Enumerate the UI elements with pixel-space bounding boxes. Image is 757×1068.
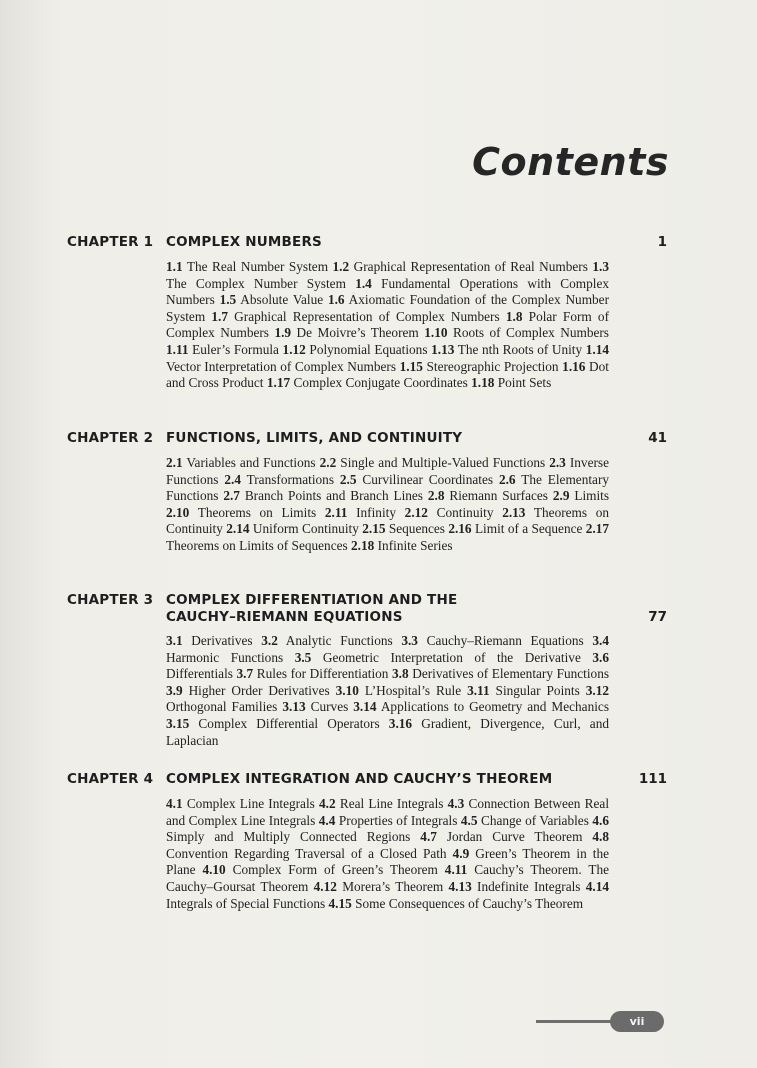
section-title: Variables and Functions (186, 455, 316, 470)
chapter-title: COMPLEX INTEGRATION AND CAUCHY’S THEOREM (166, 771, 553, 787)
section-entry (224, 472, 334, 487)
section-entry (553, 488, 609, 503)
section-number: 2.3 (549, 455, 566, 470)
section-title: Change of Variables (480, 812, 589, 828)
section-title: Continuity (436, 504, 494, 520)
section-title: Convention Regarding Traversal of a Closed Path (166, 845, 447, 861)
section-entry (166, 505, 316, 520)
section-entry (428, 488, 548, 503)
section-entry (467, 683, 580, 698)
section-entry (166, 259, 328, 274)
section-number: 1.7 (211, 308, 228, 324)
section-number: 2.12 (404, 504, 428, 520)
section-number: 2.9 (552, 488, 570, 504)
section-entry (166, 455, 316, 470)
section-number: 2.10 (166, 504, 190, 520)
section-number: 1.13 (431, 341, 455, 357)
section-number: 1.17 (266, 375, 291, 391)
section-number: 4.10 (202, 862, 226, 878)
section-entry (461, 813, 589, 828)
chapter-title: COMPLEX DIFFERENTIATION AND THE CAUCHY–RIEMANN EQUATIONS (166, 592, 458, 625)
section-entry (424, 325, 609, 340)
section-number: 3.14 (353, 699, 377, 715)
section-number: 4.9 (452, 845, 470, 861)
section-number: 1.10 (424, 325, 448, 341)
section-title: Real Line Integrals (339, 796, 444, 811)
chapter-label: CHAPTER 4 (67, 771, 154, 787)
section-number: 2.8 (427, 488, 445, 504)
section-entry (237, 666, 389, 681)
chapter-label: CHAPTER 3 (67, 592, 154, 608)
section-title: Indefinite Integrals (477, 878, 581, 894)
section-entry (448, 879, 580, 894)
section-entry (226, 521, 359, 536)
section-entry (166, 342, 279, 357)
section-entry (166, 683, 330, 698)
section-number: 3.11 (467, 682, 490, 698)
section-title: Cauchy–Riemann Equations (426, 633, 584, 648)
section-title: Polynomial Equations (309, 341, 428, 357)
chapter-title: FUNCTIONS, LIMITS, AND CONTINUITY (166, 430, 463, 446)
section-title: Euler’s Formula (192, 341, 279, 357)
section-number: 3.10 (335, 682, 359, 698)
section-entry (333, 259, 588, 274)
section-title: Dot and Cross Product (166, 358, 609, 391)
section-entry (471, 375, 551, 390)
section-title: Limits (574, 488, 610, 504)
section-number: 3.1 (166, 633, 183, 648)
section-number: 2.7 (223, 488, 240, 504)
section-title: Complex Differential Operators (198, 715, 380, 731)
section-entry (351, 538, 453, 553)
section-number: 1.1 (166, 259, 183, 274)
section-number: 2.4 (224, 471, 241, 487)
section-number: 4.12 (313, 878, 337, 894)
section-entry (319, 796, 443, 811)
section-entry (362, 521, 445, 536)
page-title: Contents (472, 140, 669, 184)
section-number: 3.5 (294, 649, 312, 665)
section-number: 1.12 (282, 341, 306, 357)
section-list (166, 796, 609, 912)
section-entry (400, 359, 559, 374)
chapter-page-number: 1 (657, 234, 667, 250)
footer-rule (536, 1020, 616, 1023)
section-entry (431, 342, 582, 357)
section-number: 4.11 (444, 862, 468, 878)
section-title: Infinite Series (377, 537, 453, 553)
section-number: 3.15 (166, 715, 190, 731)
section-title: The Elementary Functions (166, 471, 610, 504)
section-title: Inverse Functions (166, 455, 609, 487)
section-title: Absolute Value (240, 292, 324, 308)
section-title: Branch Points and Branch Lines (244, 488, 423, 504)
section-number: 1.6 (327, 292, 345, 308)
section-title: Gradient, Divergence, Curl, and Laplacian (166, 715, 609, 748)
section-title: Curvilinear Coordinates (362, 471, 494, 487)
section-number: 2.11 (324, 504, 348, 520)
section-number: 4.4 (318, 812, 336, 828)
section-title: The nth Roots of Unity (457, 341, 583, 357)
section-title: Polar Form of Complex Numbers (166, 308, 609, 341)
section-number: 4.15 (328, 895, 352, 911)
section-title: Theorems on Limits (197, 504, 317, 520)
section-number: 4.5 (460, 812, 478, 828)
section-title: Graphical Representation of Real Numbers (353, 259, 588, 274)
section-entry (420, 829, 582, 844)
section-number: 1.11 (166, 341, 189, 357)
section-number: 1.4 (355, 275, 372, 291)
section-title: Limit of a Sequence (474, 521, 583, 537)
section-entry (166, 796, 315, 811)
section-title: The Real Number System (186, 259, 329, 274)
section-entry (320, 455, 546, 470)
section-title: Derivatives of Elementary Functions (412, 666, 610, 682)
section-title: Stereographic Projection (426, 358, 559, 374)
section-number: 4.7 (420, 829, 437, 845)
section-title: Complex Form of Green’s Theorem (232, 862, 438, 878)
section-title: Geometric Interpretation of the Derivative (322, 649, 581, 665)
section-list (166, 633, 609, 749)
section-title: Green’s Theorem in the Plane (166, 845, 610, 878)
section-title: Graphical Representation of Complex Numbers (234, 308, 500, 324)
section-title: Fundamental Operations with Complex Numbers (166, 275, 610, 308)
chapter-title: COMPLEX NUMBERS (166, 234, 322, 250)
section-number: 1.15 (399, 358, 423, 374)
section-title: Uniform Continuity (252, 521, 359, 537)
section-title: Axiomatic Foundation of the Complex Number System (166, 292, 610, 324)
section-title: Properties of Integrals (338, 812, 458, 828)
section-entry (261, 633, 392, 648)
section-entry (319, 813, 458, 828)
section-title: Point Sets (497, 375, 552, 391)
section-number: 2.15 (362, 521, 386, 537)
section-entry (353, 699, 609, 714)
section-number: 2.14 (226, 521, 250, 537)
page-folio: vii (610, 1011, 664, 1032)
section-list (166, 259, 609, 392)
section-entry (166, 716, 380, 731)
section-number: 2.6 (498, 471, 516, 487)
section-title: Theorems on Limits of Sequences (166, 537, 348, 553)
chapter-label: CHAPTER 2 (67, 430, 154, 446)
section-title: Connection Between Real and Complex Line Integrals (166, 796, 610, 828)
section-list (166, 455, 609, 555)
section-title: Orthogonal Families (166, 699, 278, 715)
section-title: Applications to Geometry and Mechanics (380, 699, 610, 715)
section-title: Sequences (388, 521, 445, 537)
section-title: Derivatives (191, 633, 253, 648)
section-title: Transformations (246, 471, 335, 487)
chapter-page-number: 111 (638, 771, 667, 787)
section-title: Morera’s Theorem (342, 878, 444, 894)
section-number: 4.8 (592, 829, 609, 845)
section-number: 3.6 (592, 649, 610, 665)
section-number: 1.2 (332, 259, 350, 274)
section-number: 2.1 (166, 455, 183, 470)
section-title: Harmonic Functions (166, 649, 284, 665)
section-number: 1.14 (585, 341, 610, 357)
section-number: 1.3 (592, 259, 610, 274)
section-number: 3.9 (166, 682, 183, 698)
section-number: 1.5 (219, 292, 237, 308)
section-number: 3.8 (392, 666, 409, 682)
section-number: 4.14 (585, 878, 610, 894)
section-number: 3.2 (261, 633, 278, 648)
section-entry (314, 879, 444, 894)
section-number: 4.2 (319, 796, 336, 811)
section-number: 4.3 (447, 796, 465, 811)
section-number: 1.8 (505, 308, 523, 324)
section-title: Single and Multiple-Valued Functions (340, 455, 546, 470)
section-title: Differentials (166, 666, 233, 682)
section-number: 2.5 (339, 471, 357, 487)
section-title: Roots of Complex Numbers (452, 325, 609, 341)
section-title: Theorems on Continuity (166, 504, 610, 537)
section-number: 3.4 (592, 633, 609, 648)
section-entry (340, 472, 493, 487)
section-number: 4.13 (448, 878, 472, 894)
section-entry (267, 375, 468, 390)
section-number: 1.16 (562, 358, 586, 374)
section-entry (336, 683, 462, 698)
section-title: Integrals of Special Functions (166, 895, 326, 911)
section-entry (202, 862, 437, 877)
section-title: Some Consequences of Cauchy’s Theorem (355, 895, 584, 911)
section-title: Higher Order Derivatives (188, 682, 330, 698)
section-entry (274, 325, 418, 340)
section-entry (392, 666, 609, 681)
section-entry (295, 650, 581, 665)
section-entry (448, 521, 582, 536)
section-number: 3.13 (282, 699, 306, 715)
section-entry (220, 292, 324, 307)
section-entry (282, 699, 348, 714)
section-number: 3.3 (401, 633, 418, 648)
section-title: Vector Interpretation of Complex Numbers (166, 358, 397, 374)
section-entry (283, 342, 428, 357)
section-entry (405, 505, 494, 520)
section-title: The Complex Number System (166, 275, 346, 291)
section-number: 1.9 (274, 325, 292, 341)
section-number: 2.16 (448, 521, 472, 537)
section-title: Singular Points (495, 682, 580, 698)
section-title: Curves (310, 699, 349, 715)
section-title: Riemann Surfaces (449, 488, 548, 504)
section-number: 3.7 (236, 666, 254, 682)
section-number: 2.13 (502, 504, 526, 520)
section-title: De Moivre’s Theorem (296, 325, 419, 341)
section-entry (223, 488, 423, 503)
chapter-page-number: 77 (648, 609, 667, 625)
section-number: 2.2 (319, 455, 337, 470)
chapter-page-number: 41 (648, 430, 667, 446)
chapter-label: CHAPTER 1 (67, 234, 154, 250)
section-entry (329, 896, 584, 911)
section-entry (166, 633, 253, 648)
section-entry (325, 505, 396, 520)
section-number: 4.6 (592, 812, 609, 828)
section-title: Jordan Curve Theorem (446, 829, 583, 845)
section-title: Rules for Differentiation (256, 666, 389, 682)
section-title: Cauchy’s Theorem. The Cauchy–Goursat Theorem (166, 862, 610, 894)
section-title: Infinity (356, 504, 396, 520)
section-title: Complex Line Integrals (186, 796, 315, 811)
section-number: 2.18 (351, 537, 375, 553)
section-entry (401, 633, 583, 648)
section-number: 3.12 (585, 682, 610, 698)
section-title: L’Hospital’s Rule (364, 682, 462, 698)
section-number: 2.17 (585, 521, 610, 537)
section-number: 1.18 (471, 375, 495, 391)
section-number: 3.16 (388, 715, 413, 731)
section-title: Complex Conjugate Coordinates (293, 375, 468, 391)
section-title: Simply and Multiply Connected Regions (166, 829, 411, 845)
section-number: 4.1 (166, 796, 183, 811)
section-title: Analytic Functions (285, 633, 393, 648)
section-entry (211, 309, 499, 324)
